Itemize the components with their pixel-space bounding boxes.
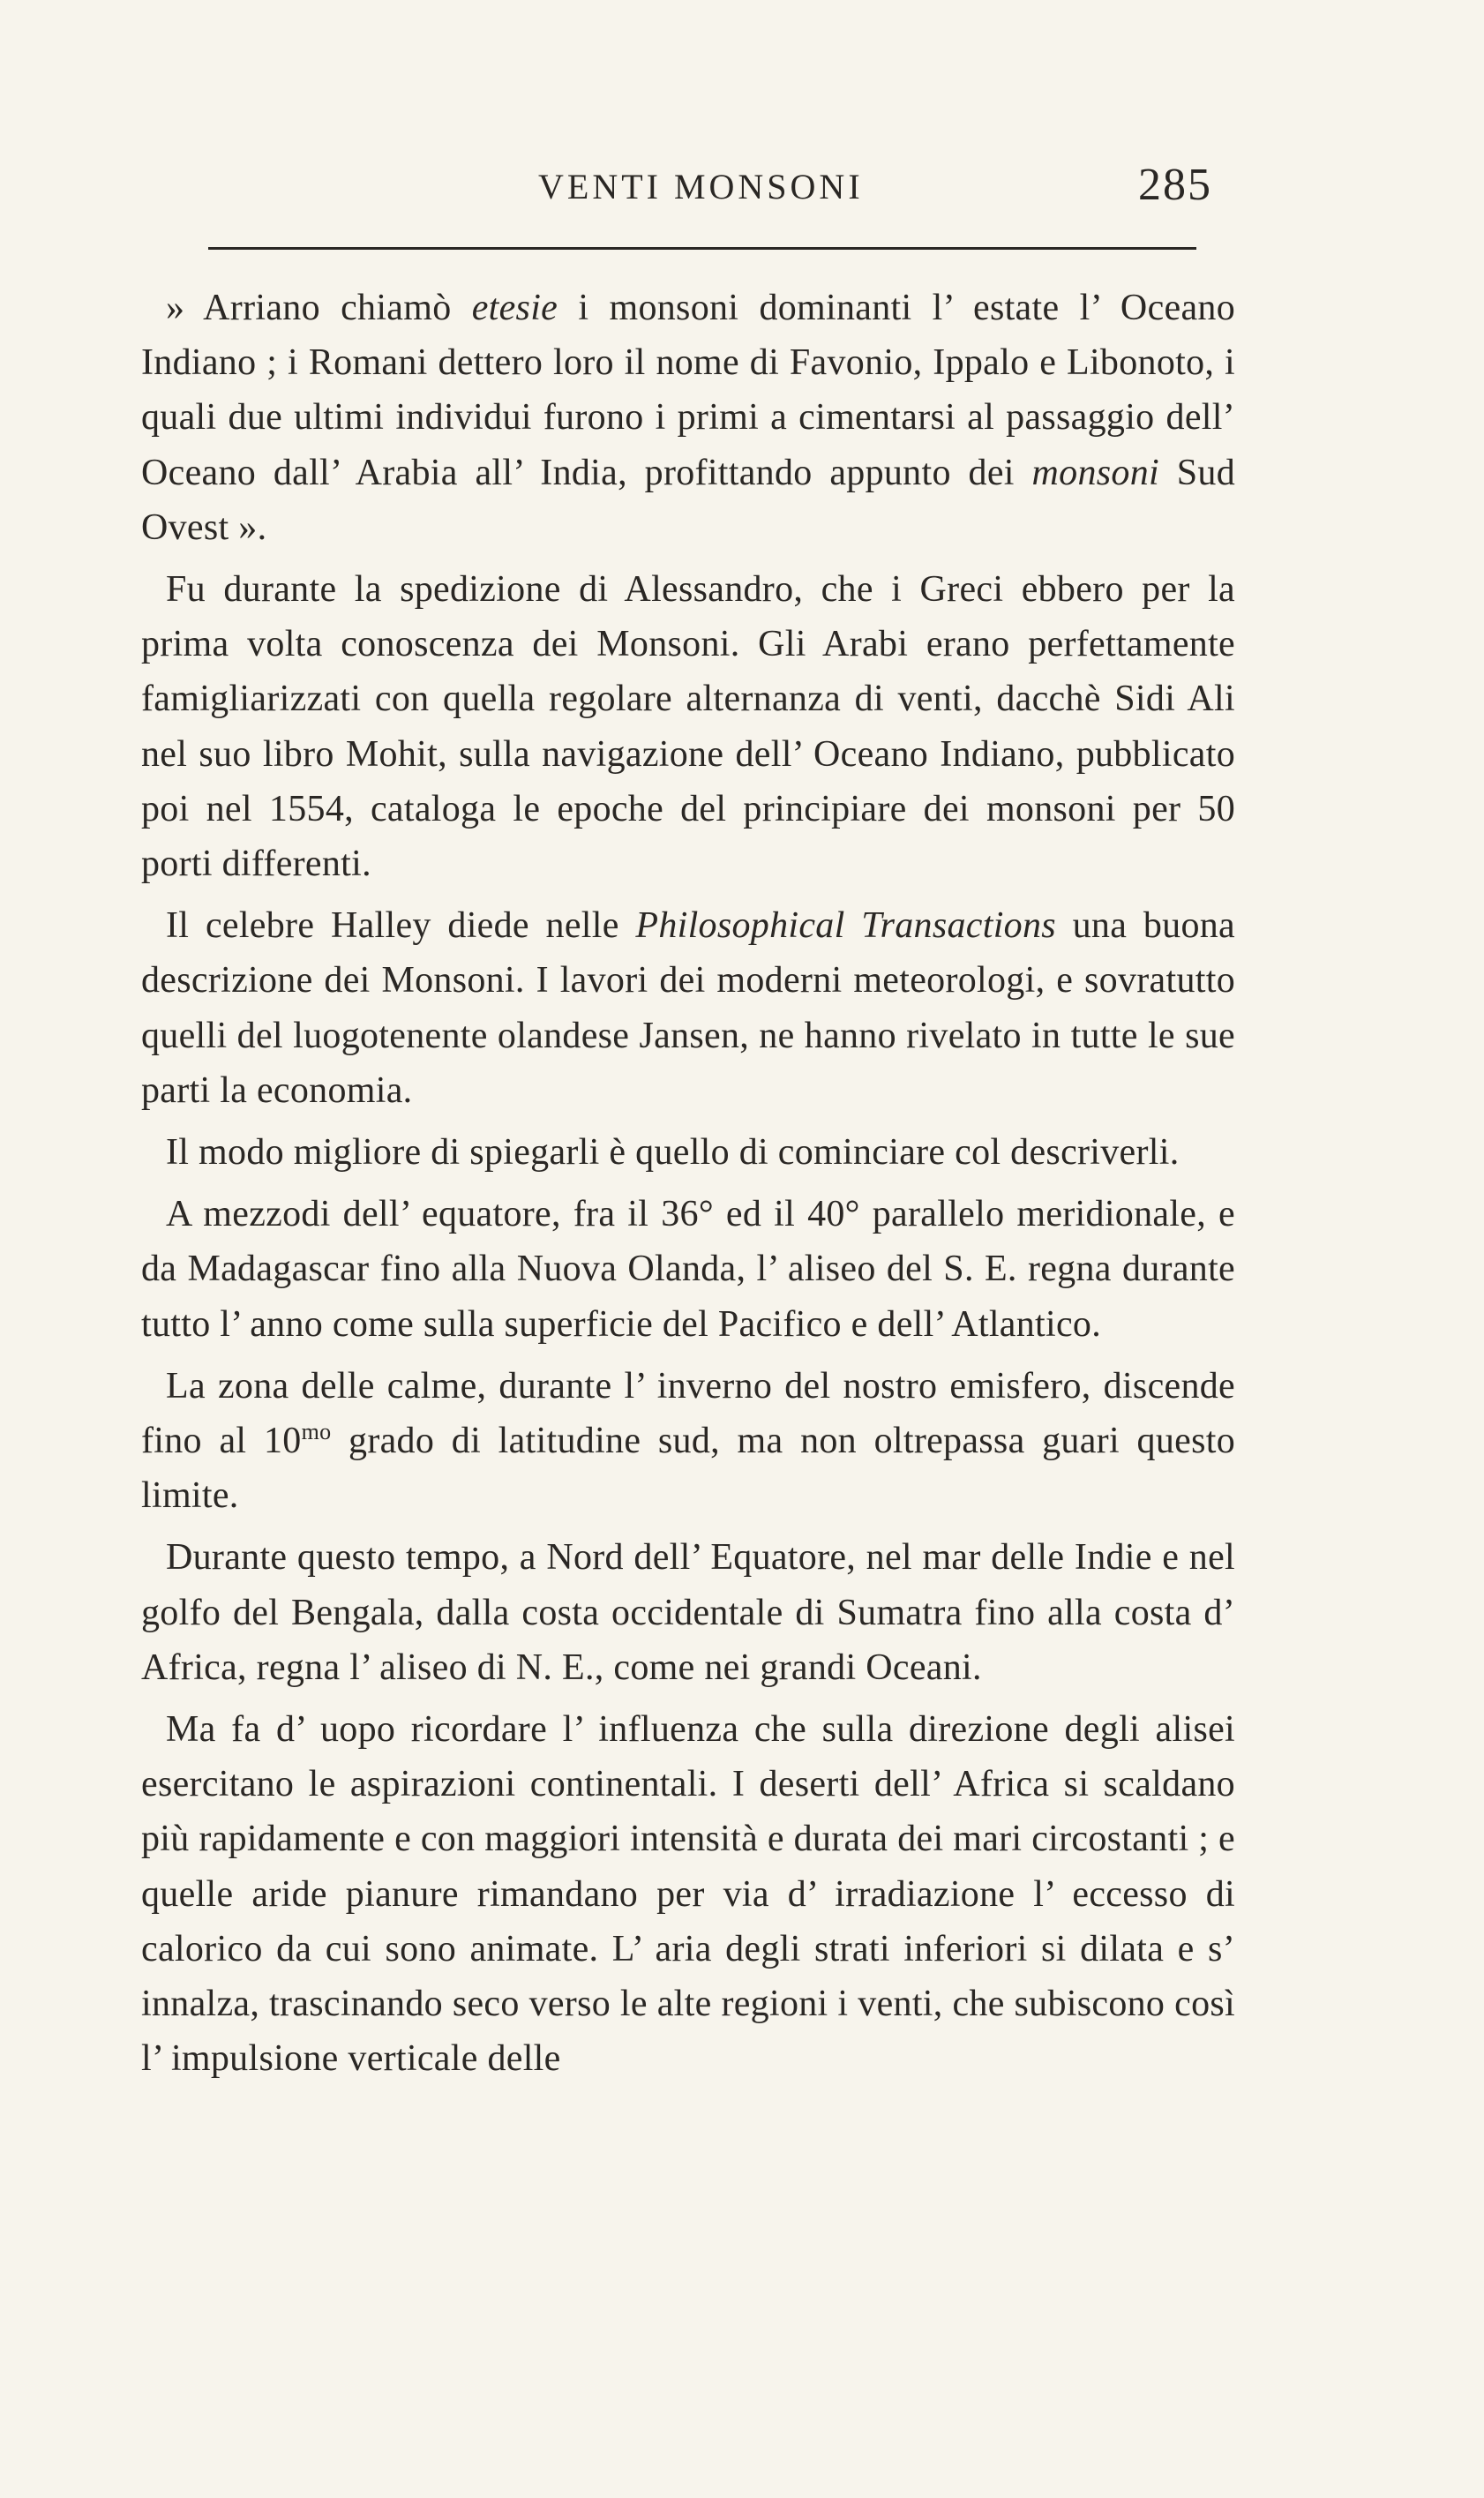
paragraph (141, 1187, 1235, 1352)
text-segment: A mezzodi dell’ equatore, fra il 36° ed il 40° parallelo meridionale, e da Madagascar fino alla Nuova Olanda, l’ aliseo del S. E. regna durante tutto l’ anno come sulla superficie del Pacifico e dell’ Atlantico. (141, 1194, 1235, 1345)
italic-text: etesie (471, 288, 558, 328)
italic-text: monsoni (1031, 452, 1159, 493)
text-segment: Il modo migliore di spiegarli è quello di cominciare col descriverli. (166, 1132, 1180, 1174)
paragraph (141, 1359, 1235, 1524)
paragraph (141, 1125, 1235, 1180)
text-segment: i monsoni dominanti l’ estate l’ Oceano Indiano ; i Romani dettero loro il nome di Favonio, Ippalo e Libonoto, i quali due ultimi individui furono i primi a cimentarsi al passaggio dell’ Oceano dall’ Arabia all’ India, profittando appunto dei (141, 288, 1235, 493)
italic-text: Philosophical Transactions (635, 905, 1056, 947)
page-header (0, 160, 1484, 228)
text-segment: una buona descrizione dei Monsoni. I lavori dei moderni meteorologi, e sovratutto quelli del luogotenente olandese Jansen, ne hanno rivelato in tutte le sue parti la economia. (141, 905, 1235, 1111)
text-segment: grado di latitudine sud, ma non oltrepassa guari questo limite. (141, 1421, 1235, 1517)
superscript-text: mo (301, 1419, 332, 1445)
paragraph (141, 1530, 1235, 1695)
paragraph (141, 1702, 1235, 2086)
text-segment: Il celebre Halley diede nelle (166, 905, 636, 947)
page-number: 285 (1138, 160, 1212, 210)
header-rule (208, 247, 1196, 250)
paragraph (141, 562, 1235, 891)
text-segment: » Arriano chiamò (166, 288, 472, 328)
text-segment: Fu durante la spedizione di Alessandro, che i Greci ebbero per la prima volta conoscenza dei Monsoni. Gli Arabi erano perfettamente famigliarizzati con quella regolare alternanza di venti, dacchè Sidi Ali nel suo libro Mohit, sulla navigazione dell’ Oceano Indiano, pubblicato poi nel 1554, cataloga le epoche del principiare dei monsoni per 50 porti differenti. (141, 569, 1235, 885)
text-segment: La zona delle calme, durante l’ inverno del nostro emisfero, discende fino al 10 (141, 1365, 1235, 1462)
running-title: VENTI MONSONI (538, 167, 864, 206)
body-text (141, 281, 1235, 2094)
text-segment: Ma fa d’ uopo ricordare l’ influenza che sulla direzione degli alisei esercitano le aspirazioni continentali. I deserti dell’ Africa si scaldano più rapidamente e con maggiori intensità e durata dei mari circostanti ; e quelle aride pianure rimandano per via d’ irradiazione l’ eccesso di calorico da cui sono animate. L’ aria degli strati inferiori si dilata e s’ innalza, trascinando seco verso le alte regioni i venti, che subiscono così l’ impulsione verticale delle (141, 1709, 1235, 2080)
paragraph (141, 281, 1235, 555)
text-segment: Sud Ovest ». (141, 452, 1235, 548)
paragraph (141, 898, 1235, 1118)
text-segment: Durante questo tempo, a Nord dell’ Equatore, nel mar delle Indie e nel golfo del Bengala, dalla costa occidentale di Sumatra fino alla costa d’ Africa, regna l’ aliseo di N. E., come nei grandi Oceani. (141, 1537, 1235, 1688)
